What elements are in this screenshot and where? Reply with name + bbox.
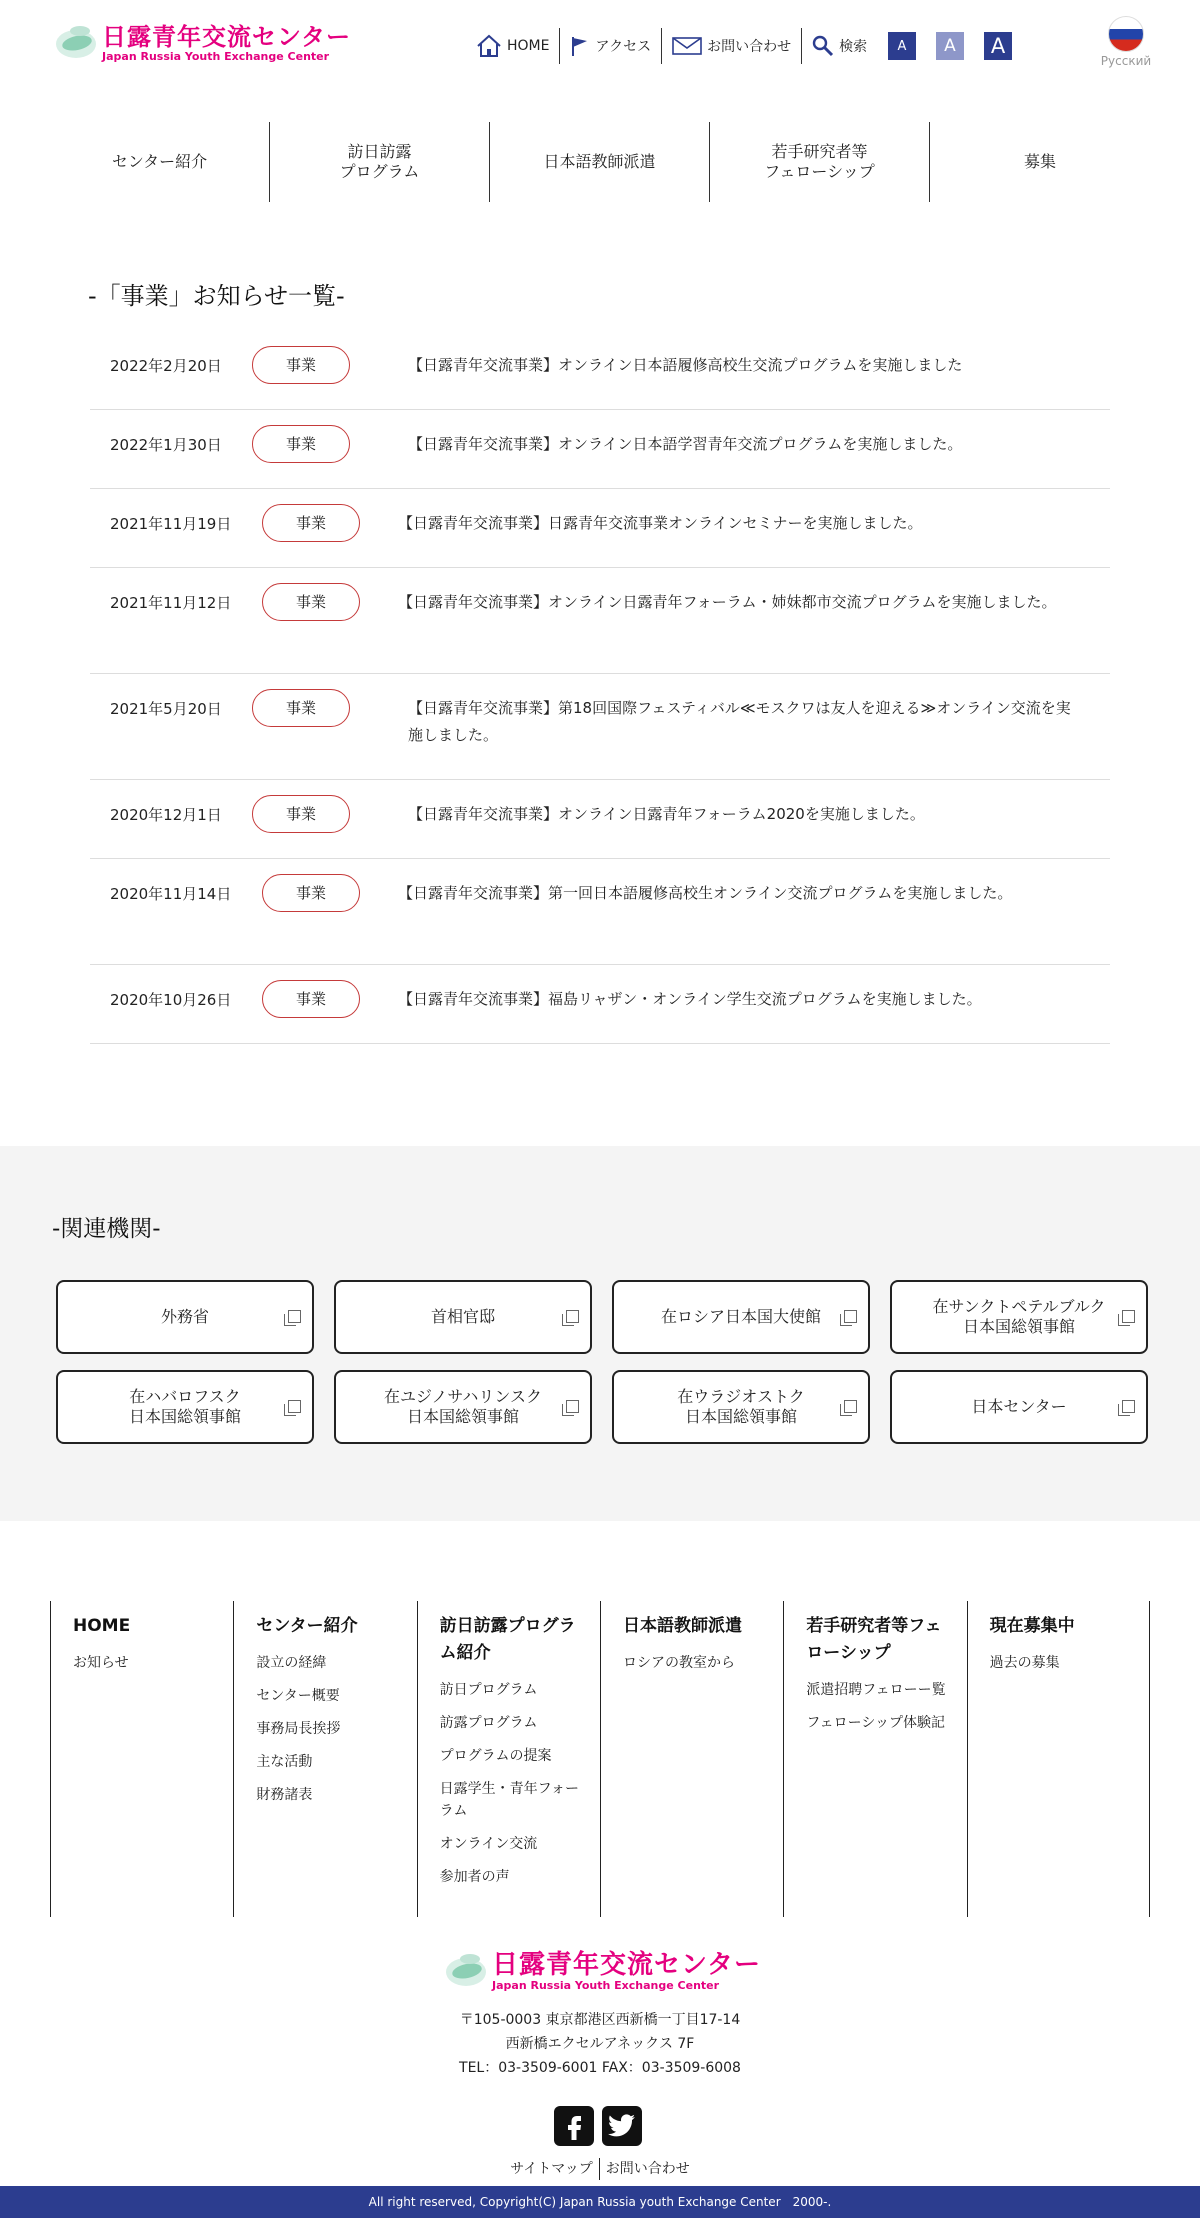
sitemap-link[interactable]: 設立の経緯	[256, 1655, 327, 1671]
related-link-label: 在ハバロフスク 日本国総領事館	[128, 1387, 241, 1426]
nav-fellowship[interactable]: 若手研究者等 フェローシップ	[710, 122, 930, 202]
news-section-title: -「事業」お知らせ一覧-	[88, 282, 345, 310]
external-link-icon	[562, 1400, 578, 1416]
site-name-jp: 日露青年交流センター	[102, 22, 352, 51]
external-link-icon	[562, 1310, 578, 1326]
footer-sitemap	[50, 1601, 1150, 1917]
home-link-label: HOME	[507, 38, 550, 54]
related-link-label: 在ロシア日本国大使館	[660, 1307, 821, 1326]
sitemap-link[interactable]: センター概要	[256, 1688, 340, 1704]
copyright-bar	[0, 2186, 1200, 2218]
sitemap-heading[interactable]: 若手研究者等フェローシップ	[806, 1616, 942, 1663]
sitemap-column	[417, 1601, 600, 1917]
related-organizations	[0, 1146, 1200, 1521]
news-title[interactable]: 【日露青年交流事業】オンライン日露青年フォーラム・姉妹都市交流プログラムを実施しました。	[398, 593, 1057, 611]
external-link-icon	[284, 1310, 300, 1326]
language-label: Русский	[1100, 54, 1152, 68]
sitemap-link[interactable]: 訪露プログラム	[439, 1715, 538, 1731]
related-link-label: 首相官邸	[430, 1307, 495, 1326]
nav-recruitment[interactable]: 募集	[1023, 152, 1056, 171]
mail-icon	[672, 36, 702, 56]
sitemap-heading[interactable]: 日本語教師派遣	[622, 1616, 742, 1636]
footer-info	[0, 1949, 1200, 2076]
related-link-embassy[interactable]	[612, 1280, 870, 1354]
news-title[interactable]: 【日露青年交流事業】福島リャザン・オンライン学生交流プログラムを実施しました。	[398, 990, 982, 1008]
sitemap-heading[interactable]: HOME	[73, 1616, 131, 1636]
external-link-icon	[840, 1310, 856, 1326]
category-badge[interactable]: 事業	[262, 504, 360, 542]
sitemap-link[interactable]: 日露学生・青年フォーラム	[439, 1781, 579, 1819]
news-date: 2021年11月12日	[110, 594, 232, 612]
news-title[interactable]: 【日露青年交流事業】オンライン日露青年フォーラム2020を実施しました。	[408, 805, 925, 823]
logo-mark-icon	[56, 22, 98, 64]
sitemap-footer-link[interactable]: サイトマップ	[510, 2161, 593, 2177]
category-badge[interactable]: 事業	[252, 689, 350, 727]
sitemap-column	[783, 1601, 966, 1917]
related-link-label: 日本センター	[971, 1397, 1067, 1416]
address-line-2: 西新橋エクセルアネックス 7F	[505, 2036, 695, 2052]
nav-teacher-dispatch[interactable]: 日本語教師派遣	[490, 122, 710, 202]
contact-link[interactable]	[662, 28, 802, 64]
category-badge[interactable]: 事業	[262, 980, 360, 1018]
news-title[interactable]: 【日露青年交流事業】日露青年交流事業オンラインセミナーを実施しました。	[398, 514, 923, 532]
related-link-khabarovsk[interactable]	[56, 1370, 314, 1444]
sitemap-link[interactable]: お知らせ	[73, 1655, 129, 1671]
sitemap-link[interactable]: オンライン交流	[439, 1836, 538, 1852]
sitemap-column	[233, 1601, 416, 1917]
related-link-label: 外務省	[160, 1307, 209, 1326]
contact-link-label: お問い合わせ	[707, 39, 792, 55]
news-date: 2022年1月30日	[110, 436, 222, 454]
category-badge[interactable]: 事業	[252, 346, 350, 384]
news-item[interactable]	[90, 965, 1110, 1044]
twitter-icon	[607, 2113, 637, 2139]
related-link-label: 在ウラジオストク 日本国総領事館	[677, 1387, 805, 1426]
nav-programs[interactable]: 訪日訪露 プログラム	[270, 122, 490, 202]
news-date: 2021年5月20日	[110, 700, 222, 718]
category-badge[interactable]: 事業	[262, 874, 360, 912]
access-link[interactable]	[560, 28, 662, 64]
sitemap-link[interactable]: 派遣招聘フェローー覧	[806, 1682, 946, 1698]
related-link-label: 在ユジノサハリンスク 日本国総領事館	[384, 1387, 542, 1426]
language-switch-russian[interactable]	[1098, 16, 1154, 68]
related-link-yuzhno-sakhalinsk[interactable]	[334, 1370, 592, 1444]
related-link-label: 在サンクトペテルブルク 日本国総領事館	[932, 1297, 1106, 1336]
news-item[interactable]	[90, 780, 1110, 859]
font-size-medium-button[interactable]: A	[936, 32, 964, 60]
font-size-large-button[interactable]: A	[984, 32, 1012, 60]
facebook-link[interactable]	[554, 2106, 594, 2146]
news-list	[90, 331, 1110, 1044]
twitter-link[interactable]	[602, 2106, 642, 2146]
news-item[interactable]	[90, 489, 1110, 568]
news-title[interactable]: 【日露青年交流事業】第18回国際フェスティバル≪モスクワは友人を迎える≫オンライン交流を実施しました。	[408, 699, 1071, 744]
news-title[interactable]: 【日露青年交流事業】第一回日本語履修高校生オンライン交流プログラムを実施しました。	[398, 884, 1013, 902]
news-date: 2021年11月19日	[110, 515, 232, 533]
site-name-en: Japan Russia Youth Exchange Center	[492, 1978, 720, 1992]
news-item[interactable]	[90, 331, 1110, 410]
site-header	[0, 0, 1200, 95]
news-item[interactable]	[90, 410, 1110, 489]
related-link-st-petersburg[interactable]	[890, 1280, 1148, 1354]
related-link-kantei[interactable]	[334, 1280, 592, 1354]
news-item[interactable]	[90, 674, 1110, 780]
sitemap-column	[600, 1601, 783, 1917]
news-date: 2020年10月26日	[110, 991, 232, 1009]
search-link[interactable]	[802, 28, 877, 64]
russia-flag-icon	[1108, 16, 1144, 52]
home-icon	[476, 34, 502, 58]
sitemap-column	[50, 1601, 233, 1917]
sitemap-heading[interactable]: 現在募集中	[989, 1616, 1075, 1636]
nav-center-intro[interactable]: センター紹介	[50, 122, 270, 202]
sitemap-link[interactable]: ロシアの教室から	[622, 1655, 735, 1671]
related-section-title: -関連機関-	[52, 1216, 161, 1242]
external-link-icon	[1118, 1400, 1134, 1416]
news-title[interactable]: 【日露青年交流事業】オンライン日本語履修高校生交流プログラムを実施しました	[408, 356, 963, 374]
footer-logo[interactable]	[446, 1950, 1200, 1992]
sitemap-column	[967, 1601, 1150, 1917]
tel-fax: TEL：03-3509-6001 FAX：03-3509-6008	[459, 2060, 741, 2076]
news-title[interactable]: 【日露青年交流事業】オンライン日本語学習青年交流プログラムを実施しました。	[408, 435, 963, 453]
access-link-label: アクセス	[595, 39, 652, 55]
related-link-mofa[interactable]	[56, 1280, 314, 1354]
external-link-icon	[1118, 1310, 1134, 1326]
news-item[interactable]	[90, 859, 1110, 965]
site-logo[interactable]	[56, 22, 351, 64]
main-nav	[50, 122, 1150, 202]
home-link[interactable]	[476, 28, 560, 64]
font-size-small-button[interactable]: A	[888, 32, 916, 60]
sitemap-link[interactable]: 過去の募集	[989, 1655, 1060, 1671]
related-link-japan-center[interactable]	[890, 1370, 1148, 1444]
external-link-icon	[284, 1400, 300, 1416]
facebook-icon	[562, 2112, 586, 2140]
news-date: 2020年12月1日	[110, 806, 222, 824]
sitemap-link[interactable]: 財務諸表	[256, 1787, 313, 1803]
contact-footer-link[interactable]: お問い合わせ	[599, 2158, 696, 2180]
category-badge[interactable]: 事業	[252, 795, 350, 833]
social-links	[554, 2106, 650, 2146]
sitemap-heading[interactable]: 訪日訪露プログラム紹介	[439, 1616, 576, 1663]
search-icon	[812, 35, 834, 57]
related-links-grid	[56, 1280, 1148, 1444]
category-badge[interactable]: 事業	[262, 583, 360, 621]
address-line-1: 〒105-0003 東京都港区西新橋一丁目17-14	[459, 2012, 741, 2028]
font-size-switcher	[888, 32, 1032, 60]
footer-links	[0, 2158, 1200, 2180]
sitemap-heading[interactable]: センター紹介	[256, 1616, 358, 1636]
news-date: 2022年2月20日	[110, 357, 222, 375]
search-link-label: 検索	[839, 39, 868, 55]
sitemap-link[interactable]: 訪日プログラム	[439, 1682, 538, 1698]
external-link-icon	[840, 1400, 856, 1416]
sitemap-link[interactable]: 参加者の声	[439, 1869, 510, 1885]
sitemap-link[interactable]: 事務局長挨拶	[256, 1721, 341, 1737]
sitemap-link[interactable]: 主な活動	[256, 1754, 313, 1770]
news-date: 2020年11月14日	[110, 885, 232, 903]
news-item[interactable]	[90, 568, 1110, 674]
sitemap-link[interactable]: フェローシップ体験記	[806, 1715, 946, 1731]
footer-address	[0, 2008, 1200, 2080]
site-name-jp: 日露青年交流センター	[492, 1949, 761, 1980]
utility-nav	[476, 28, 877, 64]
flag-icon	[570, 35, 590, 57]
sitemap-link[interactable]: プログラムの提案	[439, 1748, 552, 1764]
logo-mark-icon	[446, 1950, 488, 1992]
site-name-en: Japan Russia Youth Exchange Center	[102, 49, 330, 63]
category-badge[interactable]: 事業	[252, 425, 350, 463]
copyright-text: All right reserved, Copyright(C) Japan Russia youth Exchange Center 2000-.	[368, 2195, 832, 2209]
related-link-vladivostok[interactable]	[612, 1370, 870, 1444]
